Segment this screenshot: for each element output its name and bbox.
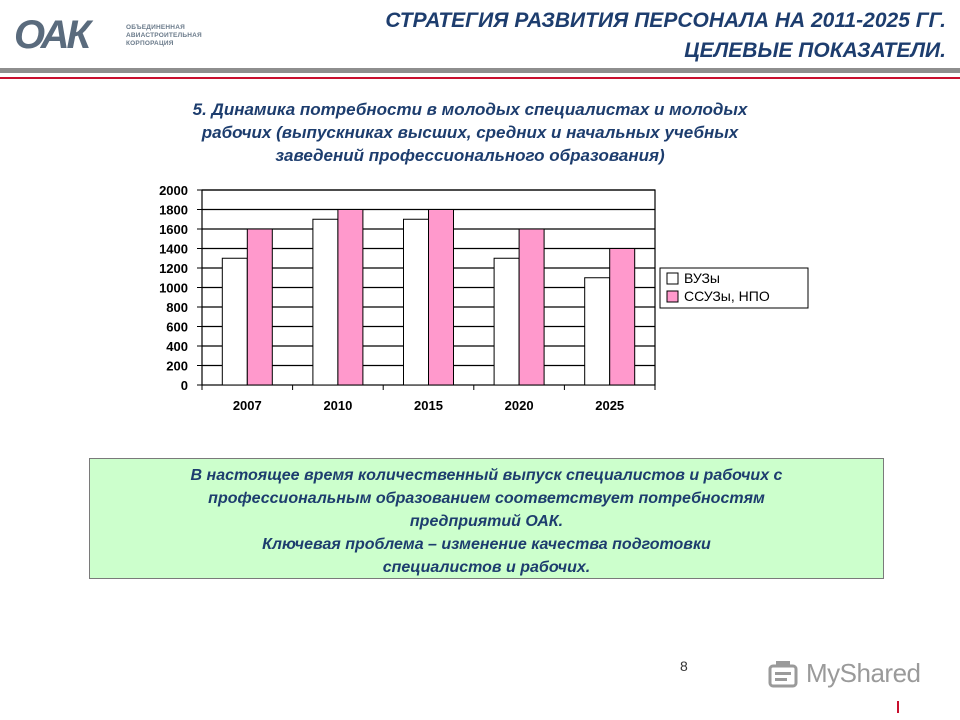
bar-vuzy-2010 bbox=[313, 219, 338, 385]
callout-line: специалистов и рабочих. bbox=[382, 559, 591, 576]
bar-ssuzy-2010 bbox=[338, 210, 363, 386]
bar-vuzy-2025 bbox=[585, 278, 610, 385]
conclusion-callout bbox=[89, 458, 884, 579]
y-tick-label: 1200 bbox=[159, 261, 188, 276]
x-tick-label: 2025 bbox=[595, 398, 625, 413]
legend-swatch-vuzy bbox=[667, 273, 678, 284]
callout-line: Ключевая проблема – изменение качества подготовки bbox=[262, 536, 711, 553]
x-tick-label: 2010 bbox=[323, 398, 353, 413]
bar-ssuzy-2025 bbox=[610, 249, 635, 386]
chart-heading-line: заведений профессионального образования) bbox=[275, 146, 665, 165]
slide-title-line: СТРАТЕГИЯ РАЗВИТИЯ ПЕРСОНАЛА НА 2011-2025 ГГ. bbox=[385, 9, 946, 32]
watermark-text: MyShared bbox=[806, 658, 921, 688]
x-tick-label: 2007 bbox=[232, 398, 262, 413]
bar-vuzy-2007 bbox=[222, 258, 247, 385]
y-tick-label: 0 bbox=[180, 378, 188, 393]
legend-swatch-ssuzy bbox=[667, 291, 678, 302]
share-icon bbox=[766, 658, 802, 694]
y-tick-label: 1800 bbox=[159, 202, 188, 218]
chart-legend bbox=[660, 268, 808, 308]
callout-line: предприятий ОАК. bbox=[409, 513, 564, 530]
y-tick-label: 2000 bbox=[159, 183, 188, 198]
y-tick-label: 600 bbox=[166, 319, 188, 335]
logo-caption-line: АВИАСТРОИТЕЛЬНАЯ bbox=[126, 32, 202, 39]
y-tick-label: 1600 bbox=[159, 222, 188, 237]
chart-heading-line: рабочих (выпускниках высших, средних и начальных учебных bbox=[201, 123, 739, 142]
callout-line: В настоящее время количественный выпуск специалистов и рабочих с bbox=[190, 467, 783, 484]
y-tick-label: 1400 bbox=[159, 241, 188, 257]
y-tick-label: 400 bbox=[166, 339, 188, 354]
y-tick-label: 200 bbox=[166, 358, 188, 374]
slide-title-line: ЦЕЛЕВЫЕ ПОКАЗАТЕЛИ. bbox=[684, 39, 946, 62]
chart-heading-line: 5. Динамика потребности в молодых специалистах и молодых bbox=[192, 100, 748, 119]
bar-vuzy-2020 bbox=[494, 258, 519, 385]
bar-ssuzy-2020 bbox=[519, 229, 544, 385]
legend-label: ССУЗы, НПО bbox=[684, 288, 770, 304]
bar-ssuzy-2007 bbox=[247, 229, 272, 385]
page-number: 8 bbox=[680, 658, 688, 674]
y-tick-label: 1000 bbox=[159, 280, 188, 296]
watermark bbox=[766, 654, 936, 694]
logo-caption-line: ОБЪЕДИНЕННАЯ bbox=[126, 24, 185, 31]
corner-mark bbox=[897, 701, 899, 713]
logo-mark: ОАК bbox=[14, 13, 89, 57]
legend-label: ВУЗы bbox=[684, 270, 720, 286]
callout-line: профессиональным образованием соответствует потребностям bbox=[208, 490, 765, 507]
bar-ssuzy-2015 bbox=[429, 210, 454, 386]
x-tick-label: 2020 bbox=[504, 398, 534, 413]
logo-caption-line: КОРПОРАЦИЯ bbox=[126, 40, 174, 47]
y-tick-label: 800 bbox=[166, 300, 188, 315]
bar-vuzy-2015 bbox=[404, 219, 429, 385]
x-tick-label: 2015 bbox=[414, 398, 443, 413]
